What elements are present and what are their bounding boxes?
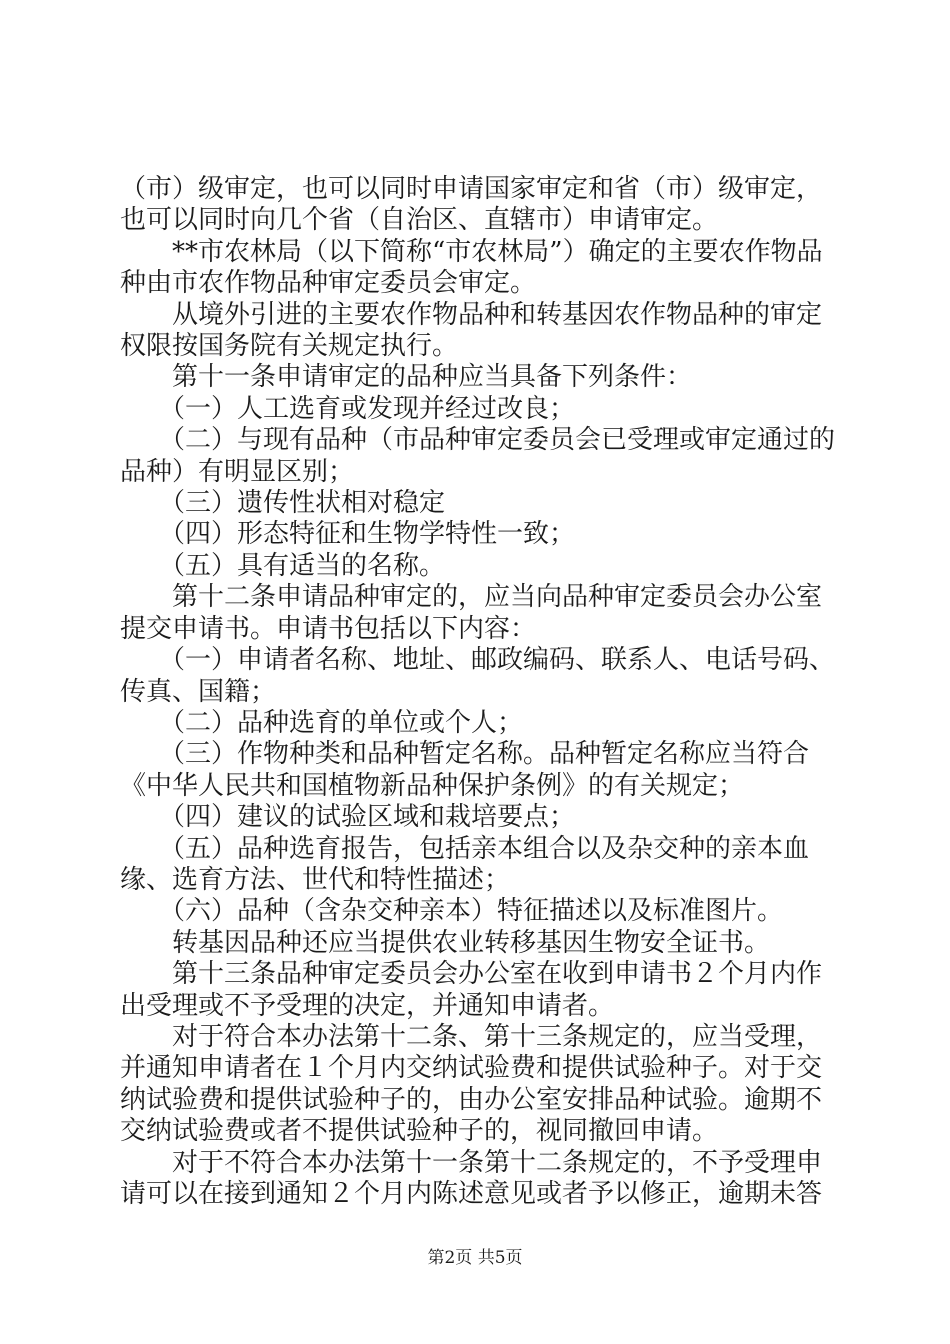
paragraph: （五）具有适当的名称。	[120, 550, 446, 581]
paragraph: 第十三条品种审定委员会办公室在收到申请书２个月内作出受理或不予受理的决定，并通知申请者。	[120, 959, 823, 1021]
paragraph: 从境外引进的主要农作物品种和转基因农作物品种的审定权限按国务院有关规定执行。	[120, 299, 823, 362]
document-body	[120, 174, 840, 1210]
paragraph: （四）形态特征和生物学特性一致；	[120, 519, 576, 550]
page-number-footer: 第2页 共5页	[427, 1248, 523, 1268]
paragraph: 对于符合本办法第十二条、第十三条规定的，应当受理，并通知申请者在１个月内交纳试验费和提供试验种子。对于交纳试验费和提供试验种子的，由办公室安排品种试验。逾期不交纳试验费或者不提供试验种子的，视同撤回申请。	[120, 1021, 823, 1147]
paragraph: （三）作物种类和品种暂定名称。品种暂定名称应当符合《中华人民共和国植物新品种保护条例》的有关规定；	[120, 739, 810, 801]
paragraph: **市农林局（以下简称“市农林局”）确定的主要农作物品种由市农作物品种审定委员会审定。	[120, 236, 823, 299]
paragraph: （二）与现有品种（市品种审定委员会已受理或审定通过的品种）有明显区别；	[120, 425, 836, 487]
paragraph: 第十二条申请品种审定的，应当向品种审定委员会办公室提交申请书。申请书包括以下内容：	[120, 582, 823, 644]
paragraph: （三）遗传性状相对稳定	[120, 488, 446, 519]
paragraph: （二）品种选育的单位或个人；	[120, 707, 524, 738]
paragraph: 转基因品种还应当提供农业转移基因生物安全证书。	[120, 927, 771, 958]
paragraph: （一）申请者名称、地址、邮政编码、联系人、电话号码、传真、国籍；	[120, 645, 836, 707]
paragraph: （五）品种选育报告，包括亲本组合以及杂交种的亲本血缘、选育方法、世代和特性描述；	[120, 833, 810, 895]
paragraph: 对于不符合本办法第十一条第十二条规定的，不予受理申请可以在接到通知２个月内陈述意见或者予以修正，逾期未答	[120, 1147, 823, 1209]
paragraph: （市）级审定，也可以同时申请国家审定和省（市）级审定，也可以同时向几个省（自治区、直辖市）申请审定。	[120, 174, 823, 236]
paragraph: （四）建议的试验区域和栽培要点；	[120, 802, 576, 833]
paragraph: （一）人工选育或发现并经过改良；	[120, 393, 576, 424]
paragraph: 第十一条申请审定的品种应当具备下列条件：	[120, 362, 693, 393]
paragraph: （六）品种（含杂交种亲本）特征描述以及标准图片。	[120, 896, 784, 927]
